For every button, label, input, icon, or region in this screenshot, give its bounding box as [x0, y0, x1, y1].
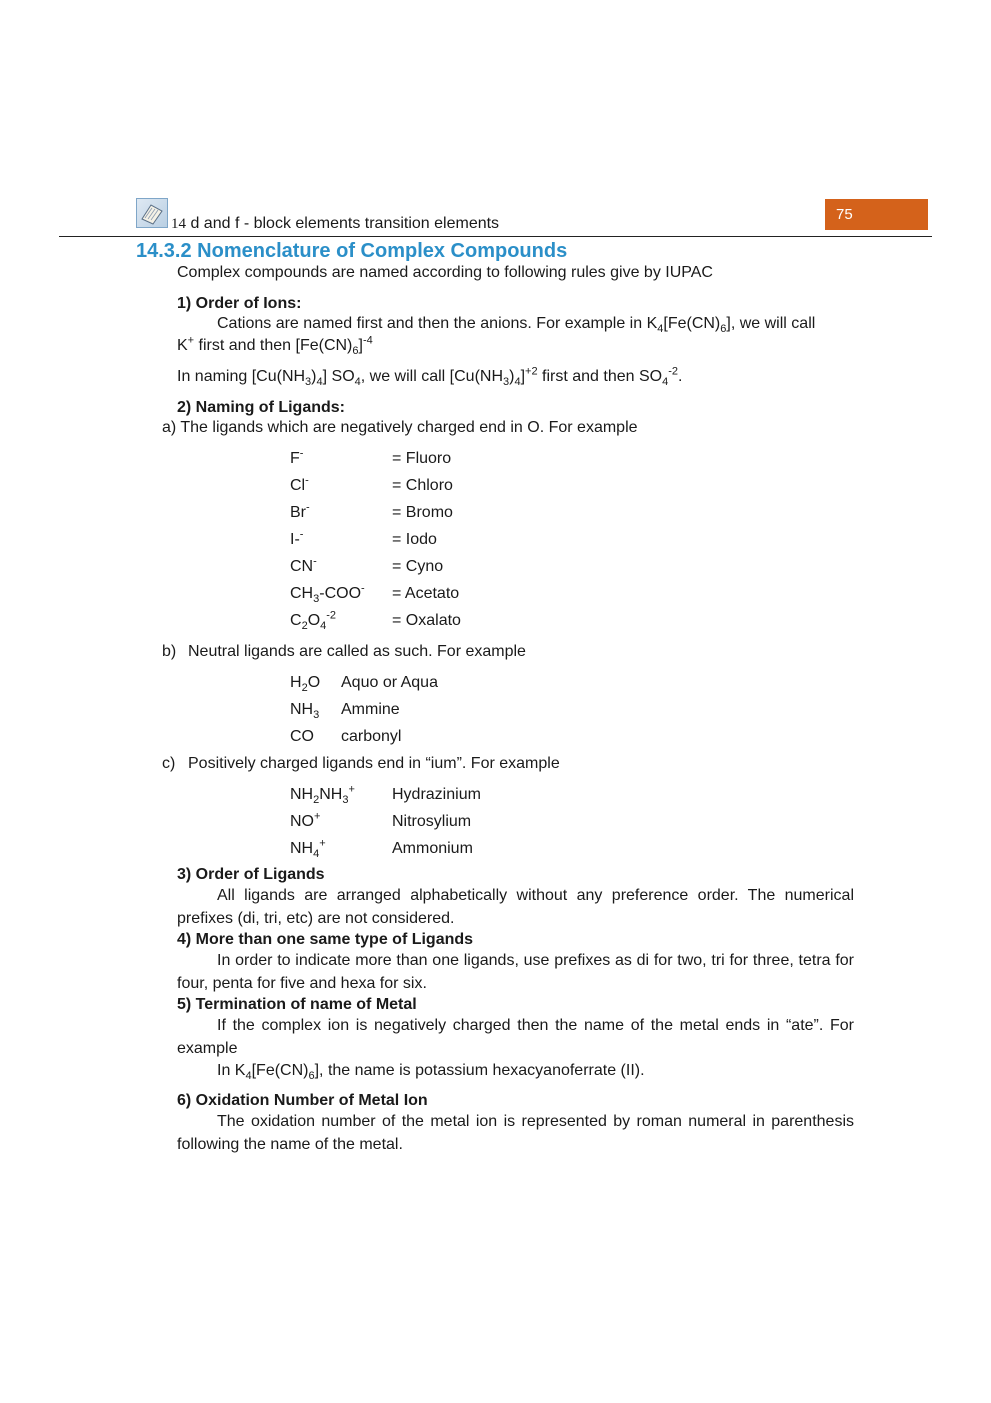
rule1-line3: In naming $[Cu(NH_3)_4]$ $SO_4$, we will call $[Cu(NH_3)_4]^{+2}$ first and then $SO_4^{-2}$.: [177, 365, 683, 389]
section-intro: Complex compounds are named according to following rules give by IUPAC: [177, 264, 713, 281]
ligand-name: = Cyno: [392, 558, 444, 575]
ligand-formula: $NH_4^+$: [290, 837, 326, 861]
page-number: 75: [825, 199, 928, 230]
rule1-line2: K+ first and then $[Fe(CN)_6]^{-4}$: [177, 334, 373, 358]
ligand-formula: $CH_3-COO^-$: [290, 582, 365, 606]
ligand-name: carbonyl: [341, 728, 402, 745]
ligand-formula: Cl-: [290, 474, 309, 494]
rule2-heading: 2) Naming of Ligands:: [177, 399, 345, 416]
ligand-formula: CO: [290, 728, 314, 745]
ligand-name: Ammine: [341, 701, 400, 718]
chapter-title: d and f - block elements transition elements: [190, 215, 500, 232]
rule2-c-label: c): [162, 755, 176, 772]
rule4-heading: 4) More than one same type of Ligands: [177, 931, 474, 948]
rule5-text: If the complex ion is negatively charged then the name of the metal ends in “ate”. For example: [177, 1017, 854, 1057]
rule5-heading: 5) Termination of name of Metal: [177, 996, 417, 1013]
ligand-formula: F-: [290, 447, 304, 467]
rule4-text: In order to indicate more than one ligands, use prefixes as di for two, tri for three, tetra for four, penta for five and hexa for six.: [177, 952, 854, 992]
chapter-number: 14: [171, 216, 186, 232]
ligand-name: = Iodo: [392, 531, 437, 548]
ligand-name: Nitrosylium: [392, 813, 472, 830]
ligand-name: Hydrazinium: [392, 786, 481, 803]
rule3-text: All ligands are arranged alphabetically without any preference order. The numerical prefixes (di, tri, etc) are not considered.: [177, 887, 854, 927]
ligand-name: = Fluoro: [392, 450, 452, 467]
ligand-formula: $C_2O_4^{-2}$: [290, 609, 337, 633]
rule3-heading: 3) Order of Ligands: [177, 866, 325, 883]
section-title: [136, 240, 567, 263]
ligand-name: Aquo or Aqua: [341, 674, 438, 691]
rule1-heading: 1) Order of Ions:: [177, 295, 302, 312]
ligand-formula: CN-: [290, 555, 317, 575]
ligand-name: Ammonium: [392, 840, 473, 857]
book-icon: [136, 198, 168, 228]
rule2-c-text: Positively charged ligands end in “ium”. For example: [188, 755, 560, 772]
rule2-a-text: a) The ligands which are negatively charged end in O. For example: [162, 419, 638, 436]
section-number: 14.3.2: [136, 240, 192, 262]
rule5-example: In $K_4[Fe(CN)_6]$, the name is potassium hexacyanoferrate (II).: [217, 1062, 645, 1083]
header-rule: [59, 236, 932, 237]
ligand-formula: I--: [290, 528, 304, 548]
rule6-heading: 6) Oxidation Number of Metal Ion: [177, 1092, 428, 1109]
ligand-formula: $H_2O$: [290, 674, 321, 695]
rule2-b-text: Neutral ligands are called as such. For example: [188, 643, 526, 660]
ligand-formula: $NH_3$: [290, 701, 320, 722]
ligand-name: = Acetato: [392, 585, 460, 602]
rule2-b-label: b): [162, 643, 177, 660]
rule1-line1: Cations are named first and then the anions. For example in $K_4[Fe(CN)_6]$, we will call: [217, 315, 816, 336]
ligand-formula: NO+: [290, 810, 321, 830]
section-title-text: Nomenclature of Complex Compounds: [197, 240, 568, 262]
ligand-formula: Br-: [290, 501, 310, 521]
rule6-text: The oxidation number of the metal ion is represented by roman numeral in parenthesis following the name of the metal.: [177, 1113, 854, 1153]
ligand-name: = Oxalato: [392, 612, 461, 629]
ligand-name: = Bromo: [392, 504, 453, 521]
ligand-name: = Chloro: [392, 477, 453, 494]
ligand-formula: $NH_2NH_3^+$: [290, 783, 355, 807]
chapter-header: [171, 215, 499, 233]
